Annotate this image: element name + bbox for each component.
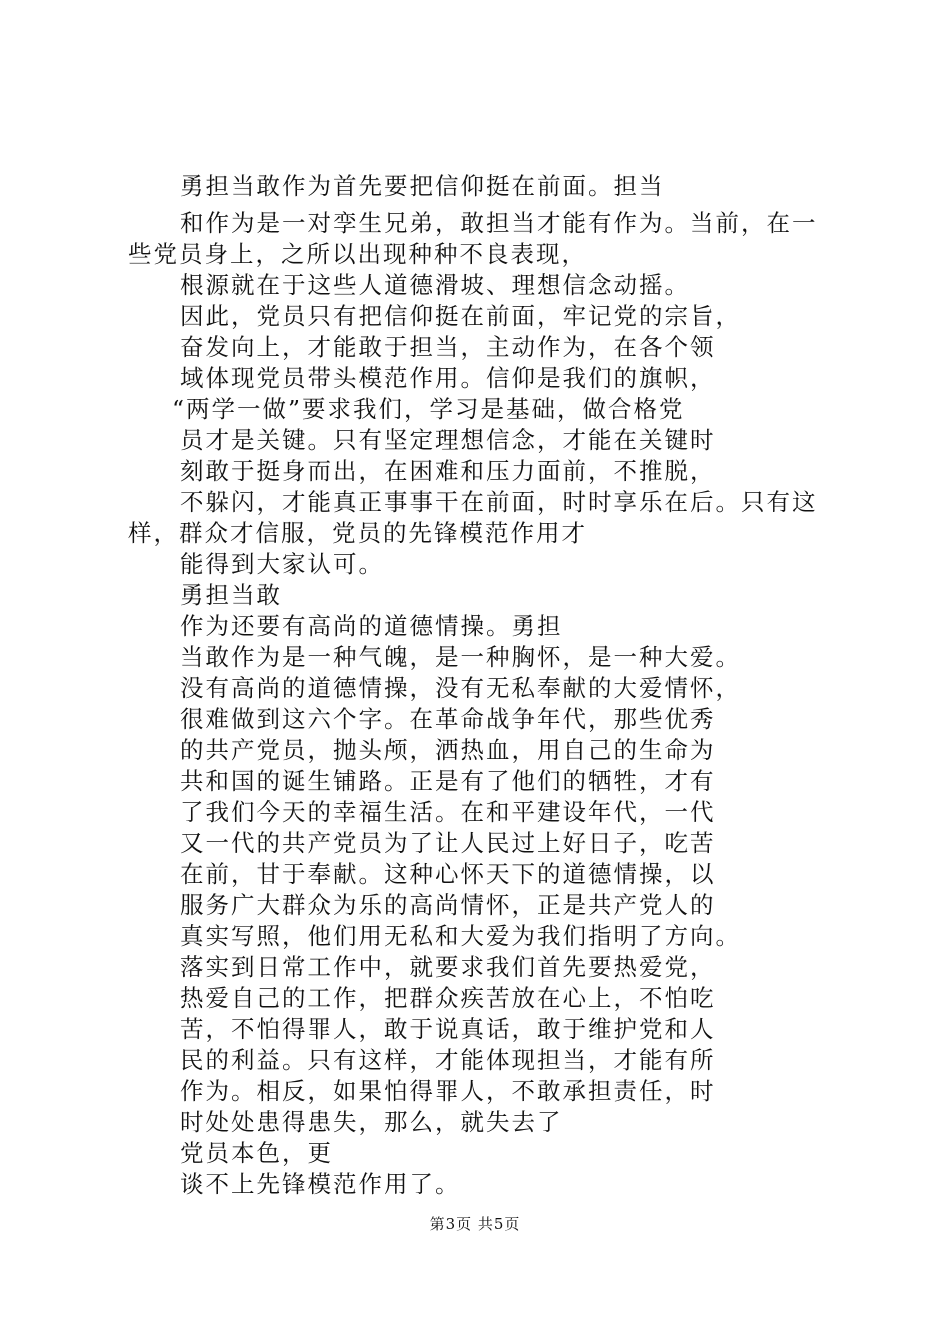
text-line: 民的利益。只有这样，才能体现担当，才能有所 [180,1046,716,1074]
text-line: 服务广大群众为乐的高尚情怀，正是共产党人的 [180,891,716,919]
text-line: 了我们今天的幸福生活。在和平建设年代，一代 [180,798,716,826]
text-line: 作为还要有高尚的道德情操。勇担 [180,612,563,640]
text-line: 共和国的诞生铺路。正是有了他们的牺牲，才有 [180,767,716,795]
text-line: 和作为是一对孪生兄弟，敢担当才能有作为。当前，在一 [180,209,818,237]
text-line: 些党员身上，之所以出现种种不良表现， [128,240,587,268]
text-line: 党员本色，更 [180,1139,333,1167]
text-line: 勇担当敢 [180,581,282,609]
text-line: 当敢作为是一种气魄，是一种胸怀，是一种大爱。 [180,643,741,671]
text-line: 勇担当敢作为首先要把信仰挺在前面。担当 [180,172,665,200]
text-line: 在前，甘于奉献。这种心怀天下的道德情操，以 [180,860,716,888]
text-line: 域体现党员带头模范作用。信仰是我们的旗帜， [180,364,716,392]
text-line: 苦，不怕得罪人，敢于说真话，敢于维护党和人 [180,1015,716,1043]
text-line: 谈不上先锋模范作用了。 [180,1170,461,1198]
text-line: 样，群众才信服，党员的先锋模范作用才 [128,519,587,547]
text-line: 因此，党员只有把信仰挺在前面，牢记党的宗旨， [180,302,741,330]
text-line: 的共产党员，抛头颅，洒热血，用自己的生命为 [180,736,716,764]
text-line: 刻敢于挺身而出，在困难和压力面前，不推脱， [180,457,716,485]
text-line: 落实到日常工作中，就要求我们首先要热爱党， [180,953,716,981]
text-line: 作为。相反，如果怕得罪人，不敢承担责任，时 [180,1077,716,1105]
text-line: 能得到大家认可。 [180,550,384,578]
text-line: 不躲闪，才能真正事事干在前面，时时享乐在后。只有这 [180,488,818,516]
text-line: 没有高尚的道德情操，没有无私奉献的大爱情怀， [180,674,741,702]
text-line: 时处处患得患失，那么，就失去了 [180,1108,563,1136]
text-line: 热爱自己的工作，把群众疾苦放在心上，不怕吃 [180,984,716,1012]
text-line: 奋发向上，才能敢于担当，主动作为，在各个领 [180,333,716,361]
text-line: 员才是关键。只有坚定理想信念，才能在关键时 [180,426,716,454]
text-line: 又一代的共产党员为了让人民过上好日子，吃苦 [180,829,716,857]
text-line: 根源就在于这些人道德滑坡、理想信念动摇。 [180,271,690,299]
page-number-footer: 第3页 共5页 [429,1215,521,1233]
text-line: 很难做到这六个字。在革命战争年代，那些优秀 [180,705,716,733]
text-line: 真实写照，他们用无私和大爱为我们指明了方向。 [180,922,741,950]
text-line: “两学一做”要求我们，学习是基础，做合格党 [172,395,685,423]
